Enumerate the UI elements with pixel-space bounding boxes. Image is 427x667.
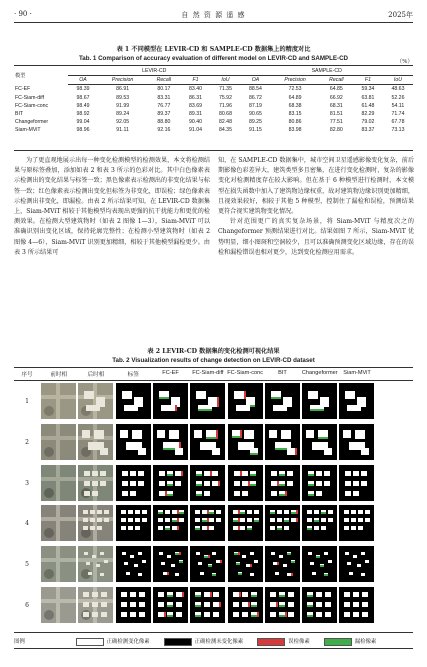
table2-image-result	[190, 546, 225, 582]
table1-cell: 91.15	[248, 127, 262, 134]
table1-caption-cn: 表 1 不同模型在 LEVIR-CD 和 SAMPLE-CD 数据集上的精度对比	[116, 46, 311, 53]
table1-col-header: F1	[353, 76, 383, 85]
table1-cell: 98.96	[76, 127, 90, 134]
legend-swatch	[76, 638, 104, 646]
table1-cell: 83.15	[288, 111, 302, 118]
table2-image-result	[116, 383, 151, 419]
table1-row	[14, 94, 413, 102]
table2-image-photo	[78, 505, 113, 541]
table2-col-header: 后时相	[87, 372, 105, 378]
table1-model-name: Changeformer	[15, 119, 49, 126]
table2-col-header: 前时相	[50, 372, 68, 378]
table2-image-result	[116, 465, 151, 501]
table2-image-photo	[41, 465, 76, 501]
table1-cell: 76.77	[157, 102, 171, 109]
legend-swatch	[324, 638, 352, 646]
table2-image-result	[116, 587, 151, 623]
table2-image-result	[302, 465, 337, 501]
table1-row	[14, 126, 413, 134]
table1-row	[14, 102, 413, 110]
legend-title: 图例	[14, 639, 25, 645]
table1-cell: 83.69	[189, 102, 202, 109]
table1-cell: 92.16	[157, 127, 171, 134]
table2-image-result	[302, 546, 337, 582]
table2-caption-en: Tab. 2 Visualization results of change detection on LEVIR-CD dataset	[112, 357, 315, 364]
table2-image-result	[228, 587, 263, 623]
table1-cell: 67.78	[391, 119, 405, 126]
table1-cell: 90.40	[189, 119, 202, 126]
table2-image-result	[153, 465, 188, 501]
legend-item	[164, 639, 244, 645]
table1-cell: 75.92	[218, 94, 232, 101]
paragraph-left-1: 为了更直观地展示出每一种变化检测模型的检测效果，本文将检测结果与原标签叠加，添加如表 2 和表 3 所示的色彩对比。其中白色像素表示检测出的变化结果与标签一致；黑色像素表示检测出的非变化结果与标签一致；红色像素表示检测出变化但标签为非变化，即误检；绿色像素表示检测出非变化，即漏检。由表 2 所示结果可知，在 LEVIR-CD 数据集上，Siam-MViT 相较于其他模型均表现出更强的抗干扰能力和更优的检测效果。在检测大型建筑物时（如表 2 图像 1—3），Siam-MViT 可以准确识别出变化区域，保持轮廓完整性；在检测小型建筑物时（如表 2 图像 4—6），Siam-MViT 识别更加精细，相较于其他模型漏检更少。由表 3 所示结果可	[14, 157, 210, 256]
table1-bottom-rule	[14, 150, 413, 151]
table2-row-label: 4	[25, 520, 29, 528]
table2-image-photo	[78, 546, 113, 582]
table1-group-levir: LEVIR-CD	[68, 67, 240, 76]
table1-cell: 83.40	[189, 86, 202, 93]
table1-cell: 87.19	[248, 102, 262, 109]
right-column-text	[218, 156, 414, 258]
legend-label: 误检像素	[288, 639, 310, 645]
table2-image-result	[153, 546, 188, 582]
legend-swatch	[257, 638, 285, 646]
table1-cell: 82.80	[329, 127, 343, 134]
table1-cell: 89.37	[157, 111, 171, 118]
table2-image-result	[339, 546, 374, 582]
table1-cell: 84.35	[218, 127, 232, 134]
table1-col-header: IoU	[383, 76, 413, 85]
legend-bottom-rule	[14, 648, 413, 649]
table2-image-result	[228, 383, 263, 419]
table2-image-photo	[41, 587, 76, 623]
table2-image-result	[153, 424, 188, 460]
table1-cell: 82.29	[361, 111, 375, 118]
table1-model-name: FC-Siam-conc	[15, 102, 49, 109]
table2-image-photo	[78, 424, 113, 460]
paragraph-right-2: 针对范围更广的真实复杂场景，将 Siam-MViT 与精度次之的 Changeformer 预测结果进行对比。结果如图 7 所示，Siam-MViT 优势明显，细小图斑和空洞较少，且可以准确预测变化区域边缘，存在的误检和漏检错误也相对更少，达到变化检测应用需求。	[218, 218, 414, 256]
table2-image-result	[265, 383, 300, 419]
table2-image-result	[339, 383, 374, 419]
table1-col-header: IoU	[210, 76, 240, 85]
table1-col-header: OA	[240, 76, 270, 85]
table1-cell: 68.38	[288, 102, 302, 109]
table1-cell: 86.31	[189, 94, 202, 101]
table1-cell: 81.51	[329, 111, 343, 118]
table1-cell: 83.98	[288, 127, 302, 134]
table1-cell: 54.11	[391, 102, 405, 109]
table1-cell: 98.49	[76, 102, 90, 109]
table1-cell: 98.92	[76, 111, 90, 118]
table1-col-header: Precision	[98, 76, 147, 85]
table1-cell: 99.04	[76, 119, 90, 126]
legend-label: 漏检像素	[354, 639, 377, 645]
table1-cell: 73.13	[391, 127, 405, 134]
table1-cell: 59.34	[361, 86, 375, 93]
table2-image-result	[153, 587, 188, 623]
table2-image-photo	[41, 546, 76, 582]
table2-image-photo	[41, 424, 76, 460]
table1-cell: 72.53	[288, 86, 302, 93]
table2-row-label: 3	[25, 479, 29, 487]
table2-image-result	[190, 587, 225, 623]
table1-group-sample: SAMPLE-CD	[240, 67, 413, 76]
table1-cell: 89.53	[116, 94, 130, 101]
table2-image-result	[339, 424, 374, 460]
table1-cell: 80.68	[218, 111, 232, 118]
table1-cell: 91.99	[116, 102, 130, 109]
table2-image-photo	[78, 587, 113, 623]
table1-row	[14, 85, 413, 94]
table2-header-row	[14, 369, 413, 379]
table2-col-header: 序号	[21, 372, 33, 378]
table1-cell: 66.92	[329, 94, 343, 101]
table1-cell: 90.65	[248, 111, 262, 118]
table2-row-label: 2	[25, 438, 29, 446]
table2-image-grid	[14, 383, 413, 628]
table1-cell: 79.02	[361, 119, 375, 126]
table2-image-result	[302, 505, 337, 541]
table2-image-result	[339, 587, 374, 623]
table2-image-result	[228, 505, 263, 541]
table1-col-header: Recall	[147, 76, 180, 85]
table1-cell: 80.86	[288, 119, 302, 126]
table2-image-result	[265, 424, 300, 460]
table1-cell: 77.51	[329, 119, 343, 126]
left-column-text	[14, 156, 210, 258]
table2-col-header: FC-Siam-diff	[192, 370, 224, 376]
year: 2025年	[388, 11, 413, 19]
legend-top-rule	[14, 632, 413, 633]
table2-image-photo	[41, 383, 76, 419]
table2-image-result	[190, 424, 225, 460]
table1-row	[14, 110, 413, 118]
legend-item	[76, 639, 150, 645]
table2-image-result	[302, 424, 337, 460]
table1-model-name: FC-EF	[15, 86, 31, 93]
paragraph-right-1: 知，在 SAMPLE-CD 数据集中，城市空间卫星遥感影像变化复杂，前后期影像色彩差异大，建筑类型多且密集，在进行变化检测时，复杂的影像变化对检测精度存在较大影响。但在基于 6 种模型进行检测时，本文模型在损失函数中加入了建筑物边缘权重，故对建筑物边缘识别更加精细，且视效果较好，相较于其他 5 种模型，控制住了漏检和误检，预测结果更符合视实建筑物变化情况。	[218, 157, 414, 216]
table2-image-photo	[41, 505, 76, 541]
journal-name: 自 然 资 源 遥 感	[181, 11, 246, 19]
table1-cell: 64.85	[329, 86, 343, 93]
table1-caption-en: Tab. 1 Comparison of accuracy evaluation of different model on LEVIR-CD and SAMPLE-CD	[78, 55, 349, 62]
table2-image-result	[265, 505, 300, 541]
table1-cell: 98.67	[76, 94, 90, 101]
table2-col-header: Siam-MViT	[343, 370, 371, 376]
table2-image-result	[153, 383, 188, 419]
table2-top-rule	[14, 367, 413, 368]
table2-image-result	[190, 383, 225, 419]
table2-image-result	[265, 465, 300, 501]
table2-image-result	[302, 383, 337, 419]
table2-row-label: 5	[25, 561, 29, 569]
table1-cell: 89.25	[248, 119, 262, 126]
legend-label: 正确检测未变化像素	[194, 639, 244, 645]
table1-cell: 68.31	[329, 102, 343, 109]
table1-col-header: Precision	[270, 76, 319, 85]
table2-image-photo	[78, 465, 113, 501]
table1-cell: 91.04	[189, 127, 202, 134]
table2-col-header: 标签	[127, 372, 139, 378]
table1-row	[14, 118, 413, 126]
table1-cell: 98.39	[76, 86, 90, 93]
table1-col-header: F1	[181, 76, 211, 85]
table1-cell: 71.35	[218, 86, 232, 93]
table2-image-result	[228, 465, 263, 501]
table1-model-header: 模型	[15, 73, 26, 80]
table2-image-result	[190, 505, 225, 541]
table2-image-result	[302, 587, 337, 623]
table1-cell: 92.05	[116, 119, 130, 126]
table2-row-label: 1	[25, 398, 29, 405]
table1-col-header: OA	[68, 76, 98, 85]
table1-cell: 83.37	[361, 127, 375, 134]
table2-header-rule	[14, 380, 413, 381]
table2-image-result	[265, 546, 300, 582]
header-rule	[14, 22, 413, 23]
table1-cell: 52.26	[391, 94, 405, 101]
table1-cell: 91.11	[116, 127, 129, 134]
table1-col-header: Recall	[320, 76, 353, 85]
table1-cell: 89.24	[116, 111, 130, 118]
table2-image-result	[228, 424, 263, 460]
table1-cell: 80.17	[157, 86, 171, 93]
table2-image-result	[153, 505, 188, 541]
table1-cell: 63.81	[361, 94, 375, 101]
table1-model-name: Siam-MViT	[15, 127, 41, 134]
table1-cell: 64.89	[288, 94, 302, 101]
table2-image-result	[116, 505, 151, 541]
legend	[14, 637, 413, 646]
page-number: · 90 ·	[14, 10, 32, 18]
table1-cell: 86.72	[248, 94, 262, 101]
table1-cell: 71.74	[391, 111, 405, 118]
table1-unit: （%）	[396, 59, 413, 65]
table1-model-name: BIT	[15, 111, 24, 118]
table2-image-result	[228, 546, 263, 582]
table1-cell: 83.31	[157, 94, 171, 101]
table1-cell: 48.63	[391, 86, 405, 93]
table2-image-result	[339, 505, 374, 541]
table2-image-result	[116, 546, 151, 582]
table2-image-photo	[78, 383, 113, 419]
table2-col-header: FC-Siam-conc	[227, 370, 264, 376]
legend-swatch	[164, 638, 192, 646]
table2-caption-cn: 表 2 LEVIR-CD 数据集的变化检测可视化结果	[147, 348, 280, 355]
table2-image-result	[190, 465, 225, 501]
table2-image-result	[265, 587, 300, 623]
table1-cell: 88.80	[157, 119, 171, 126]
table1-cell: 88.54	[248, 86, 262, 93]
table1-cell: 71.96	[218, 102, 232, 109]
table1-cell: 61.48	[361, 102, 375, 109]
table1-cell: 86.91	[116, 86, 130, 93]
table2-row-label: 6	[25, 602, 29, 609]
table1-model-name: FC-Siam-diff	[15, 94, 45, 101]
table1-cell: 82.48	[218, 119, 232, 126]
table2-col-header: FC-EF	[162, 370, 179, 376]
table2-image-result	[116, 424, 151, 460]
table2-col-header: BIT	[278, 370, 287, 376]
table1-cell: 89.31	[189, 111, 202, 118]
legend-item	[324, 639, 377, 645]
table2-image-result	[339, 465, 374, 501]
legend-item	[257, 639, 310, 645]
table1	[14, 67, 413, 135]
table2-col-header: Changeformer	[301, 370, 338, 376]
legend-label: 正确检测变化像素	[106, 639, 150, 645]
table1-top-rule	[14, 65, 413, 66]
